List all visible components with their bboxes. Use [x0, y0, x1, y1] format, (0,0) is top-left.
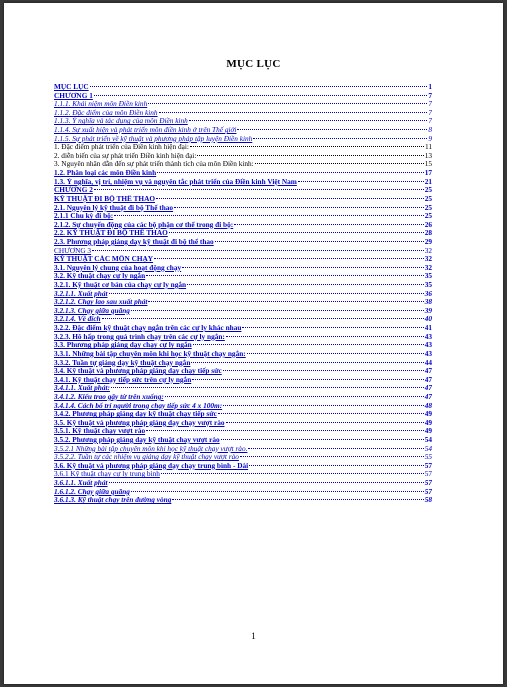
toc-entry-title: 1. Đặc điểm phát triển của Điền kinh hiện đại: — [54, 143, 189, 152]
toc-dot-leader — [215, 241, 424, 242]
toc-dot-leader — [193, 344, 424, 345]
toc-entry-title: 2. diễn biến của sự phát triển Điền kinh hiện đại: — [54, 151, 197, 160]
toc-entry-page: 57 — [424, 470, 432, 479]
toc-dot-leader — [154, 258, 424, 259]
toc-entry-title: MỤC LỤC — [54, 83, 89, 91]
toc-dot-leader — [190, 146, 424, 147]
toc-entry-page: 47 — [424, 384, 432, 393]
toc-dot-leader — [189, 120, 428, 121]
toc-entry-page: 26 — [424, 220, 432, 229]
toc-entry-title: 3.6. Kỹ thuật và phương pháp giảng dạy chạy trung bình - Dài — [54, 461, 249, 470]
toc-dot-leader — [221, 439, 424, 440]
toc-entry-title: 1.1.4. Sự xuất hiện và phát triển môn điền kinh ở trên Thế giới — [54, 126, 237, 135]
toc-entry-title: 3.2.2. Đặc điểm kỹ thuật chạy ngắn trên các cự ly khác nhau — [54, 324, 242, 333]
toc-dot-leader — [131, 310, 424, 311]
toc-entry[interactable] — [54, 221, 432, 230]
toc-entry-title: 3.3. Phương pháp giảng dạy chạy cự ly ngắn — [54, 341, 192, 350]
toc-entry-title: 3.6.1.3. Kỹ thuật chạy trên đường vòng — [54, 496, 172, 505]
toc-entry-title: 3.2. Kỹ thuật chạy cự ly ngắn — [54, 272, 146, 281]
toc-entry-title: 3.2.1.3. Chạy giữa quãng — [54, 306, 130, 315]
toc-entry-title: 1.1.1. Khái niệm môn Điền kinh — [54, 100, 148, 109]
toc-entry-title: CHƯƠNG 2 — [54, 186, 93, 195]
toc-entry-title: 3. Nguyên nhân dẫn đến sự phát triển thành tích của môn Điền kinh: — [54, 160, 254, 169]
toc-entry[interactable] — [54, 186, 432, 195]
toc-entry-page: 47 — [424, 375, 432, 384]
toc-entry-page: 39 — [424, 306, 432, 315]
toc-dot-leader — [94, 95, 427, 96]
toc-dot-leader — [165, 396, 424, 397]
toc-entry[interactable] — [54, 178, 432, 187]
toc-entry[interactable] — [54, 92, 432, 101]
toc-dot-leader — [148, 301, 423, 302]
toc-entry[interactable] — [54, 393, 432, 402]
toc-entry[interactable] — [54, 238, 432, 247]
toc-entry-page: 15 — [424, 160, 432, 169]
toc-entry-title: 2.1.2. Sự chuyển động của các bộ phận cơ thể trong đi bộ: — [54, 220, 234, 229]
toc-entry-title: 1.1.2. Đặc điểm của môn Điền kinh — [54, 108, 158, 117]
toc-entry-page: 32 — [424, 246, 432, 255]
toc-entry[interactable] — [54, 169, 432, 178]
toc-entry[interactable] — [54, 247, 432, 256]
toc-dot-leader — [197, 155, 423, 156]
toc-dot-leader — [109, 293, 424, 294]
toc-dot-leader — [90, 86, 428, 87]
toc-entry[interactable] — [54, 324, 432, 333]
toc-entry-title: 3.4.1.4. Cách bố trí người trong chạy tiếp sức 4 x 100m: — [54, 401, 223, 410]
toc-entry-title: 2.2. KỸ THUẬT ĐI BỘ THỂ THAO — [54, 229, 168, 238]
toc-entry[interactable] — [54, 470, 432, 479]
toc-dot-leader — [218, 413, 424, 414]
toc-dot-leader — [146, 430, 424, 431]
toc-entry-page: 7 — [428, 100, 432, 109]
toc-entry-page: 11 — [424, 143, 432, 152]
toc-entry-title: 1.2. Phân loại các môn Điền kinh — [54, 169, 157, 178]
toc-entry-title: 3.4.2. Phương pháp giảng dạy kỹ thuật chạy tiếp sức — [54, 410, 217, 419]
toc-entry-page: 57 — [424, 479, 432, 488]
toc-entry-title: 3.4. Kỹ thuật và phương pháp giảng dạy chạy tiếp sức — [54, 367, 222, 376]
toc-entry[interactable] — [54, 143, 432, 152]
toc-entry-title: 3.4.1.1. Xuất phát: — [54, 384, 110, 393]
toc-entry-page: 49 — [424, 427, 432, 436]
toc-entry-page: 36 — [424, 289, 432, 298]
toc-entry[interactable] — [54, 83, 432, 92]
toc-dot-leader — [92, 250, 424, 251]
toc-entry-title: 3.5.2.2. Tuần tự các nhiệm vụ giảng dạy kỹ thuật chạy vượt rào — [54, 453, 239, 462]
toc-entry-title: 3.2.1.2. Chạy lao sau xuất phát — [54, 298, 148, 307]
toc-entry[interactable] — [54, 445, 432, 454]
toc-entry-title: 3.3.1. Những bài tập chuyên môn khi học kỹ thuật chạy ngắn: — [54, 349, 246, 358]
toc-entry[interactable] — [54, 453, 432, 462]
toc-entry-page: 17 — [424, 169, 432, 178]
toc-entry[interactable] — [54, 264, 432, 273]
toc-entry-page: 32 — [424, 263, 432, 272]
toc-entry-title: 3.2.1.4. Về đích — [54, 315, 101, 324]
toc-entry-page: 7 — [428, 117, 432, 126]
toc-entry-title: 3.5. Kỹ thuật và phương pháp giảng dạy chạy vượt rào — [54, 418, 225, 427]
toc-entry-page: 7 — [428, 91, 432, 100]
toc-entry-title: 2.1.1 Chu kỳ đi bộ: — [54, 212, 114, 221]
toc-dot-leader — [109, 482, 424, 483]
page-number: 1 — [251, 631, 256, 641]
toc-dot-leader — [191, 362, 423, 363]
toc-entry-title: 2.1. Nguyên lý kỹ thuật đi bộ Thể thao — [54, 203, 174, 212]
table-of-contents — [54, 83, 432, 505]
toc-entry[interactable] — [54, 341, 432, 350]
toc-dot-leader — [161, 473, 424, 474]
toc-entry-page: 25 — [424, 212, 432, 221]
toc-entry-title: 3.2.3. Hô hấp trong quá trình chạy trên các cự ly ngắn: — [54, 332, 225, 341]
toc-dot-leader — [102, 318, 424, 319]
toc-entry-page: 58 — [424, 496, 432, 505]
toc-entry-title: 1.1.3. Ý nghĩa và tác dụng của môn Điền kinh — [54, 117, 188, 126]
toc-entry[interactable] — [54, 160, 432, 169]
toc-dot-leader — [223, 405, 424, 406]
toc-entry[interactable] — [54, 436, 432, 445]
toc-dot-leader — [172, 499, 423, 500]
toc-entry[interactable] — [54, 410, 432, 419]
toc-dot-leader — [253, 138, 427, 139]
toc-entry-page: 8 — [428, 126, 432, 135]
toc-entry[interactable] — [54, 229, 432, 238]
toc-dot-leader — [159, 112, 428, 113]
toc-entry[interactable] — [54, 419, 432, 428]
toc-entry-page: 55 — [424, 453, 432, 462]
toc-entry[interactable] — [54, 126, 432, 135]
toc-dot-leader — [111, 387, 424, 388]
toc-dot-leader — [156, 198, 424, 199]
toc-entry-title: 2.3. Phương pháp giảng dạy kỹ thuật đi bộ thể thao — [54, 237, 214, 246]
toc-entry-title: 3.5.1. Kỹ thuật chạy vượt rào — [54, 427, 146, 436]
toc-entry-page: 13 — [424, 151, 432, 160]
document-page — [4, 3, 503, 684]
toc-entry-title: 3.4.1.2. Kiểu trao gậy từ trên xuống: — [54, 392, 164, 401]
toc-dot-leader — [234, 224, 424, 225]
toc-dot-leader — [226, 422, 424, 423]
toc-entry-page: 35 — [424, 281, 432, 290]
toc-entry-page: 54 — [424, 444, 432, 453]
toc-entry[interactable] — [54, 427, 432, 436]
toc-entry[interactable] — [54, 376, 432, 385]
toc-entry[interactable] — [54, 333, 432, 342]
toc-entry-page: 48 — [424, 401, 432, 410]
toc-entry-page: 57 — [424, 461, 432, 470]
toc-entry-title: 3.4.1. Kỹ thuật chạy tiếp sức trên cự ly ngắn — [54, 375, 192, 384]
toc-dot-leader — [169, 232, 424, 233]
toc-entry-page: 43 — [424, 349, 432, 358]
toc-entry-title: 1.1.5. Sự phát triển về kỹ thuật và phương pháp tập luyện Điền kinh — [54, 134, 253, 143]
toc-entry-title: 3.2.1.1. Xuất phát — [54, 289, 108, 298]
toc-dot-leader — [131, 491, 424, 492]
toc-entry-page: 57 — [424, 487, 432, 496]
toc-entry[interactable] — [54, 100, 432, 109]
toc-dot-leader — [242, 327, 423, 328]
toc-dot-leader — [237, 129, 427, 130]
toc-entry-page: 7 — [428, 108, 432, 117]
toc-entry-title: CHƯƠNG 3 — [54, 246, 92, 255]
toc-dot-leader — [192, 379, 423, 380]
toc-dot-leader — [157, 172, 424, 173]
toc-dot-leader — [255, 163, 424, 164]
toc-entry-title: 1.6.1.2. Chạy giữa quãng — [54, 487, 130, 496]
toc-entry-page: 29 — [424, 237, 432, 246]
toc-dot-leader — [114, 215, 423, 216]
toc-entry-title: 3.5.2. Phương pháp giảng dạy kỹ thuật chạy vượt rào — [54, 435, 220, 444]
toc-dot-leader — [148, 103, 427, 104]
toc-entry[interactable] — [54, 109, 432, 118]
toc-entry-page: 1 — [428, 83, 432, 91]
toc-entry[interactable] — [54, 402, 432, 411]
toc-entry-page: 49 — [424, 410, 432, 419]
toc-entry[interactable] — [54, 359, 432, 368]
toc-entry-page: 21 — [424, 177, 432, 186]
toc-entry[interactable] — [54, 255, 432, 264]
toc-dot-leader — [223, 370, 424, 371]
toc-entry[interactable] — [54, 488, 432, 497]
page-title: MỤC LỤC — [226, 58, 281, 70]
toc-dot-leader — [94, 189, 424, 190]
toc-dot-leader — [182, 267, 424, 268]
toc-entry-title: 3.3.2. Tuần tự giảng dạy kỹ thuật chạy ngắn — [54, 358, 191, 367]
toc-entry[interactable] — [54, 384, 432, 393]
toc-dot-leader — [247, 353, 424, 354]
toc-entry-page: 25 — [424, 194, 432, 203]
toc-entry-title: CHƯƠNG 1 — [54, 91, 93, 100]
toc-entry-title: KỸ THUẬT CÁC MÔN CHẠY — [54, 255, 154, 264]
toc-entry[interactable] — [54, 117, 432, 126]
toc-entry[interactable] — [54, 496, 432, 505]
toc-entry[interactable] — [54, 152, 432, 161]
toc-entry-page: 40 — [424, 315, 432, 324]
toc-entry-title: KỸ THUẬT ĐI BỘ THỂ THAO — [54, 194, 156, 203]
toc-entry-page: 49 — [424, 418, 432, 427]
toc-entry-page: 41 — [424, 324, 432, 333]
toc-entry[interactable] — [54, 315, 432, 324]
toc-entry[interactable] — [54, 479, 432, 488]
toc-entry-page: 25 — [424, 186, 432, 195]
toc-entry-page: 43 — [424, 341, 432, 350]
toc-entry[interactable] — [54, 462, 432, 471]
toc-entry-page: 54 — [424, 435, 432, 444]
toc-dot-leader — [187, 284, 424, 285]
toc-entry[interactable] — [54, 204, 432, 213]
toc-entry-page: 38 — [424, 298, 432, 307]
toc-entry-title: 3.5.2.1 Những bài tập chuyên môn khi học kỹ thuật chạy vượt rào. — [54, 444, 248, 453]
toc-dot-leader — [298, 181, 424, 182]
toc-entry-page: 47 — [424, 367, 432, 376]
toc-entry[interactable] — [54, 367, 432, 376]
toc-entry[interactable] — [54, 290, 432, 299]
toc-dot-leader — [248, 448, 423, 449]
toc-entry[interactable] — [54, 298, 432, 307]
toc-dot-leader — [240, 456, 424, 457]
toc-entry-page: 25 — [424, 203, 432, 212]
toc-entry-title: 3.6.1 Kỹ thuật chạy cự ly trung bình — [54, 470, 160, 479]
toc-entry-page: 32 — [424, 255, 432, 264]
toc-entry-page: 35 — [424, 272, 432, 281]
toc-entry-title: 1.3. Ý nghĩa, vị trí, nhiệm vụ và nguyên tắc phát triển của Điền kinh Việt Nam — [54, 177, 297, 186]
toc-entry-page: 9 — [428, 134, 432, 143]
toc-dot-leader — [226, 336, 424, 337]
toc-entry-page: 44 — [424, 358, 432, 367]
toc-entry-page: 47 — [424, 392, 432, 401]
toc-entry[interactable] — [54, 272, 432, 281]
toc-entry-page: 43 — [424, 332, 432, 341]
toc-entry[interactable] — [54, 195, 432, 204]
toc-entry-title: 3.1. Nguyên lý chung của hoạt động chạy — [54, 263, 182, 272]
toc-dot-leader — [249, 465, 424, 466]
toc-entry[interactable] — [54, 307, 432, 316]
toc-entry-page: 28 — [424, 229, 432, 238]
toc-entry[interactable] — [54, 212, 432, 221]
toc-dot-leader — [174, 207, 424, 208]
toc-entry-title: 3.6.1.1. Xuất phát — [54, 479, 108, 488]
toc-dot-leader — [146, 275, 424, 276]
toc-entry-title: 3.2.1. Kỹ thuật cơ bản của chạy cự ly ngắn — [54, 281, 187, 290]
toc-entry[interactable] — [54, 281, 432, 290]
toc-entry[interactable] — [54, 135, 432, 144]
toc-entry[interactable] — [54, 350, 432, 359]
